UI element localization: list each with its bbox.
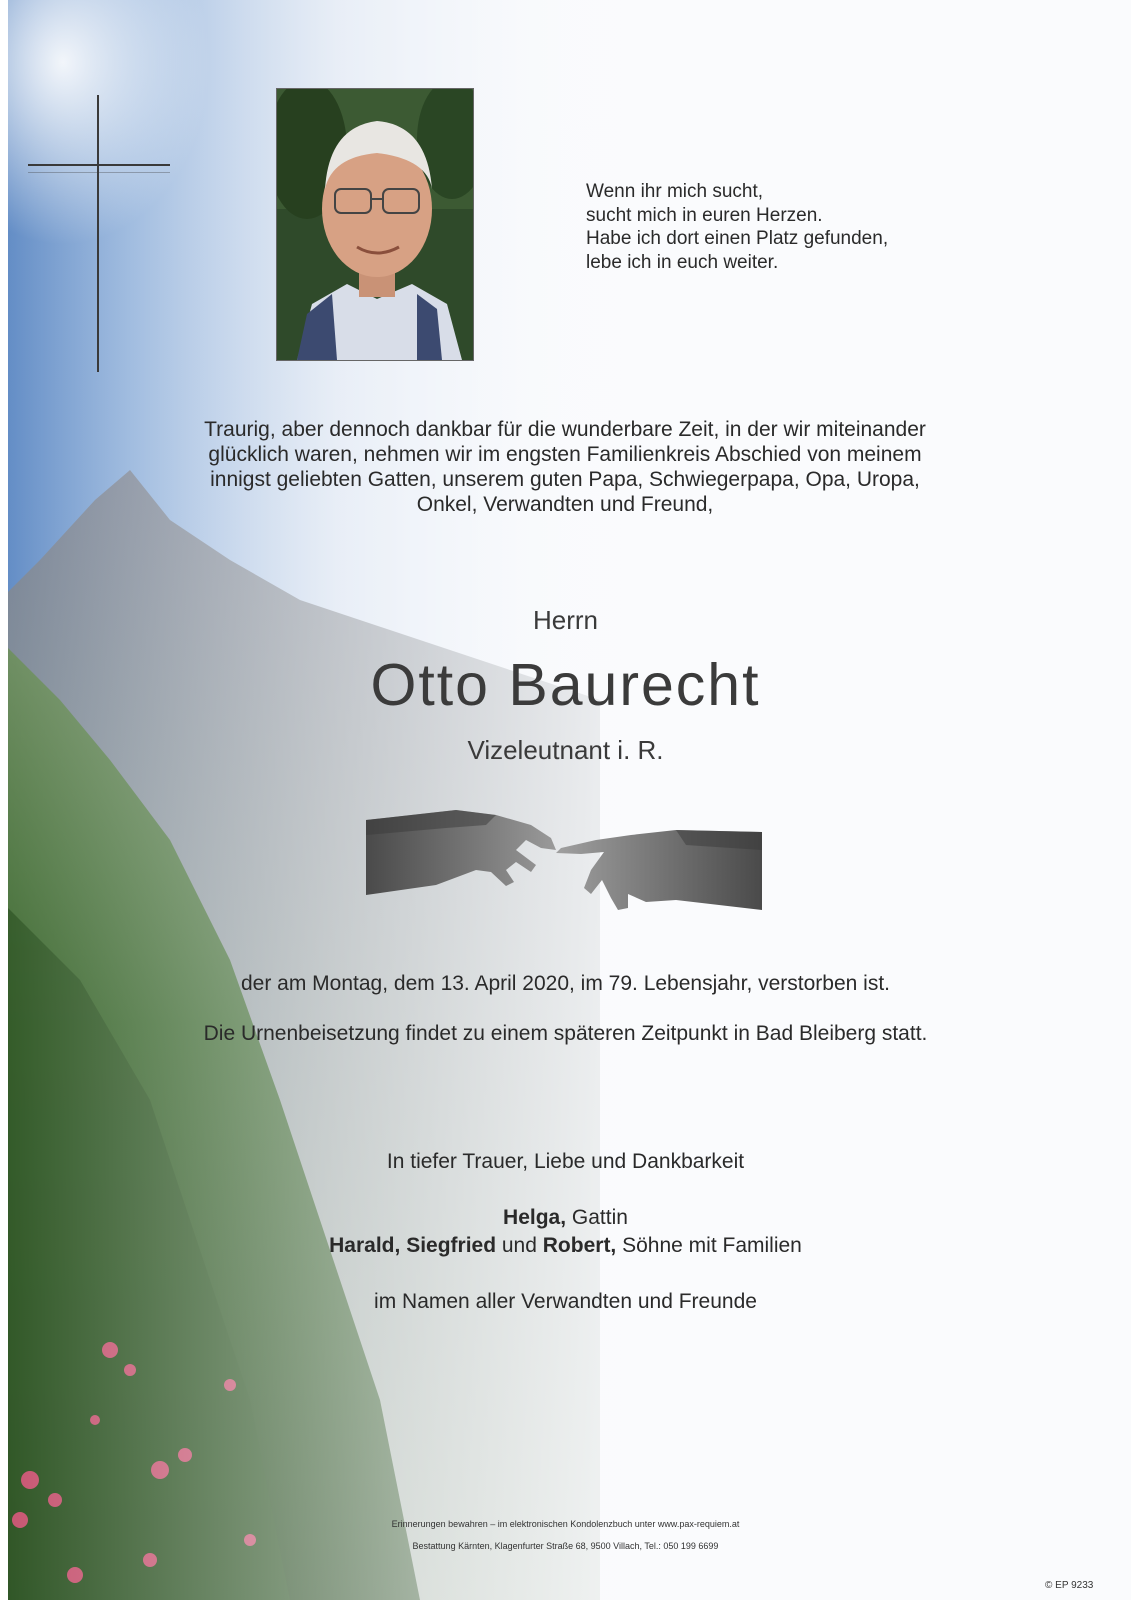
spouse-role: Gattin [566,1206,628,1229]
son-name: Robert, [542,1234,617,1257]
cross-bar [28,164,170,166]
hands-image [366,810,762,930]
quote-line: sucht mich in euren Herzen. [586,204,823,226]
cross-bar-shadow [28,172,170,173]
sons-role: Söhne mit Familien [616,1234,802,1257]
spouse-name: Helga, [503,1206,567,1229]
intro-line: Traurig, aber dennoch dankbar für die wunderbare Zeit, in der wir miteinander [204,418,926,441]
footer-funeral-home-line: Bestattung Kärnten, Klagenfurter Straße 68, 9500 Villach, Tel.: 050 199 6699 [412,1541,719,1551]
intro-line: Onkel, Verwandten und Freund, [416,493,714,516]
deceased-title: Vizeleutnant i. R. [467,735,664,765]
footer-condolence-line: Erinnerungen bewahren – im elektronischen Kondolenzbuch unter www.pax-requiem.at [391,1519,740,1529]
quote-line: Habe ich dort einen Platz gefunden, [586,228,889,249]
portrait-photo [276,88,474,361]
death-announcement: der am Montag, dem 13. April 2020, im 79. Lebensjahr, verstorben ist. [240,972,891,995]
quote-line: Wenn ihr mich sucht, [586,181,764,202]
mourning-opening: In tiefer Trauer, Liebe und Dankbarkeit [386,1150,745,1173]
intro-line: innigst geliebten Gatten, unserem guten Papa, Schwiegerpapa, Opa, Uropa, [210,468,920,491]
mourning-closing: im Namen aller Verwandten und Freunde [374,1290,757,1313]
quote-line: lebe ich in euch weiter. [586,251,779,273]
son-name: Siegfried [406,1234,497,1257]
cross-icon [97,95,99,372]
family-line-sons [0,1234,1131,1258]
document-code: © EP 9233 [1045,1580,1094,1591]
burial-announcement: Die Urnenbeisetzung findet zu einem späteren Zeitpunkt in Bad Bleiberg statt. [203,1022,928,1045]
conjunction: und [496,1234,543,1257]
memorial-quote [586,180,966,274]
intro-line: glücklich waren, nehmen wir im engsten Familienkreis Abschied von meinem [208,443,922,466]
deceased-name: Otto Baurecht [370,652,761,718]
intro-paragraph [150,417,980,517]
salutation: Herrn [532,605,598,635]
family-line-spouse [0,1206,1131,1230]
son-name: Harald, [329,1234,401,1257]
